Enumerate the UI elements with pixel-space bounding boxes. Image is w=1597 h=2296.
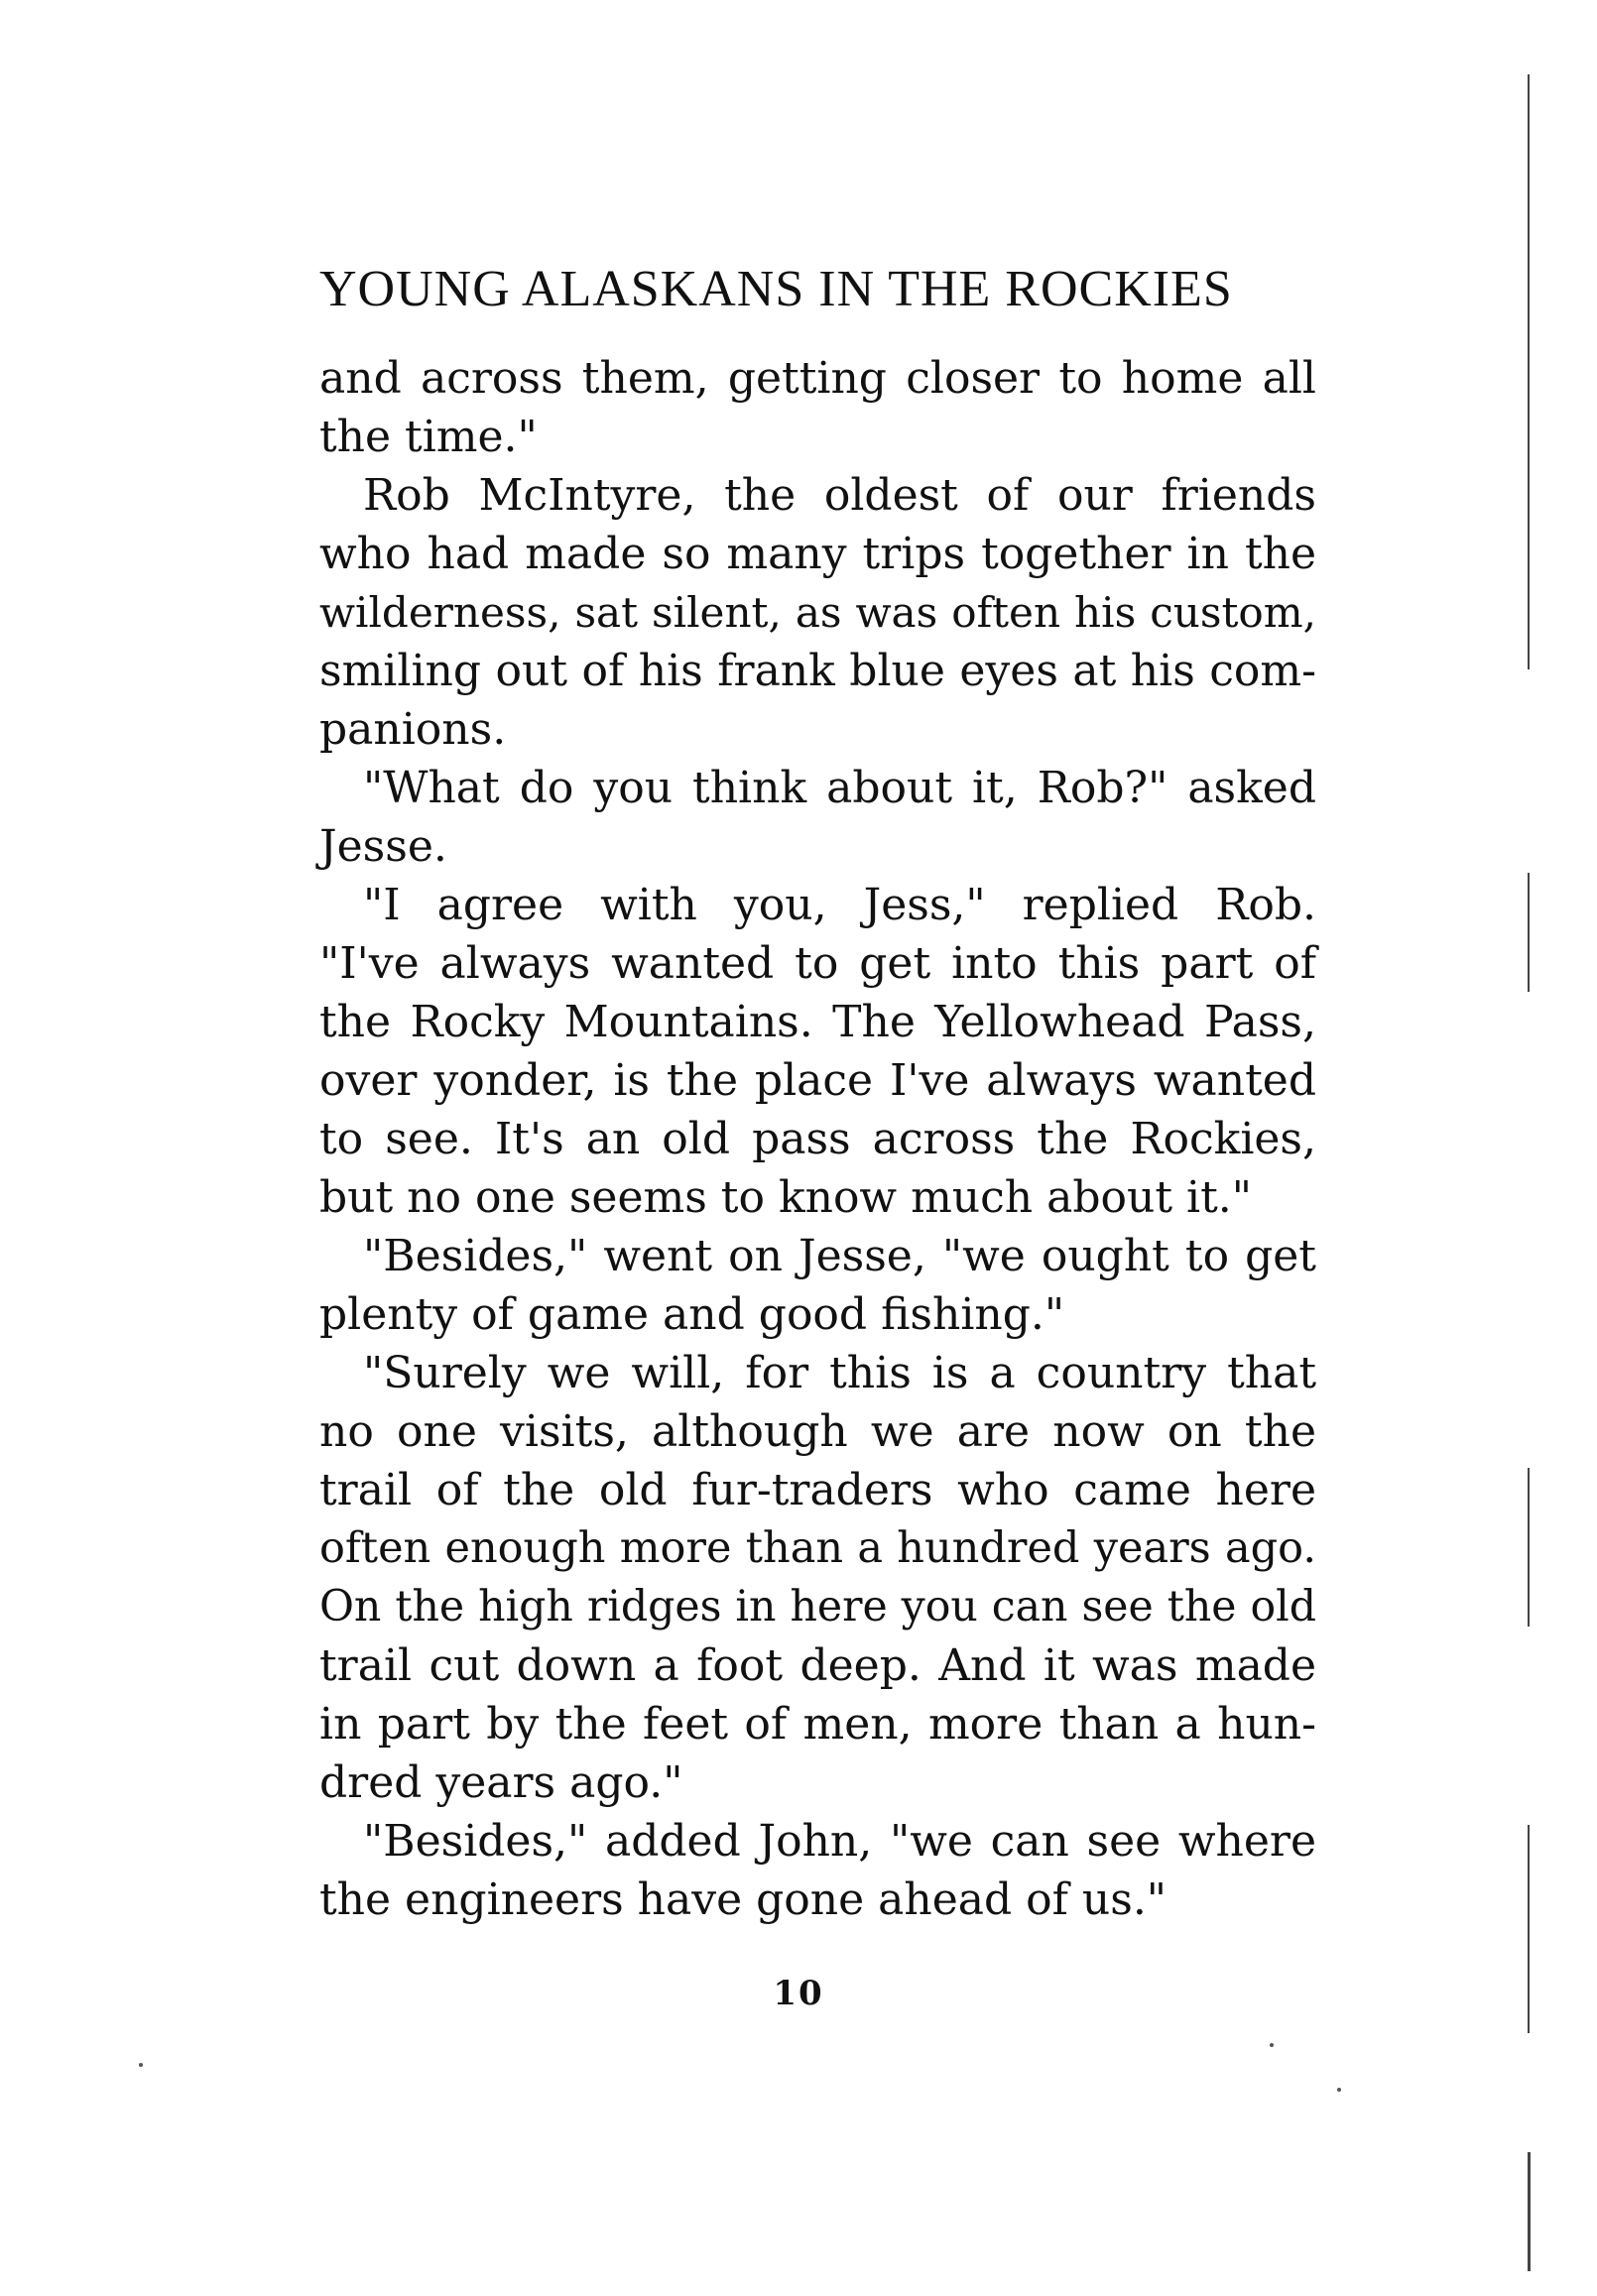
scan-edge-line [1528,1468,1530,1627]
scan-edge-line [1528,1825,1530,2033]
text-line: often enough more than a hundred years ago. [319,1523,1316,1573]
text-line: On the high ridges in here you can see the old [319,1582,1316,1631]
text-line: wilderness, sat silent, as was often his custom, [319,588,1316,637]
text-line: "I've always wanted to get into this part of [319,938,1316,989]
text-line: trail cut down a foot deep. And it was made [319,1640,1316,1691]
text-line: who had made so many trips together in the [319,529,1316,579]
page-number: 10 [773,1974,824,2013]
scan-edge-line [1528,2152,1531,2271]
text-line: but no one seems to know much about it." [319,1172,1252,1223]
scan-edge-line [1528,74,1530,669]
text-line: smiling out of his frank blue eyes at his com- [319,646,1316,696]
text-line: in part by the feet of men, more than a hun- [319,1699,1316,1750]
text-line: "What do you think about it, Rob?" asked [363,763,1316,813]
scan-speck [139,2063,143,2067]
text-line: the engineers have gone ahead of us." [319,1874,1167,1925]
text-line: "I agree with you, Jess," replied Rob. [363,880,1316,930]
text-line: "Besides," went on Jesse, "we ought to get [363,1231,1316,1281]
text-line: dred years ago." [319,1757,683,1808]
text-line: the time." [319,412,538,462]
body-text [319,349,1316,1929]
text-line: the Rocky Mountains. The Yellowhead Pass, [319,997,1316,1047]
scan-speck [1270,2043,1274,2047]
running-head: YOUNG ALASKANS IN THE ROCKIES [319,261,1233,317]
text-line: Rob McIntyre, the oldest of our friends [363,470,1316,521]
text-line: "Surely we will, for this is a country that [363,1348,1316,1398]
scan-speck [1337,2088,1341,2092]
text-line: Jesse. [319,821,447,872]
text-line: panions. [319,704,507,755]
scan-edge-line [1528,873,1530,992]
text-line: to see. It's an old pass across the Rockies, [319,1114,1316,1164]
text-line: "Besides," added John, "we can see where [363,1816,1316,1867]
text-line: and across them, getting closer to home all [319,353,1316,404]
text-line: plenty of game and good fishing." [319,1289,1065,1340]
text-line: trail of the old fur-traders who came here [319,1465,1316,1515]
text-line: over yonder, is the place I've always wanted [319,1055,1316,1106]
text-line: no one visits, although we are now on the [319,1406,1316,1457]
